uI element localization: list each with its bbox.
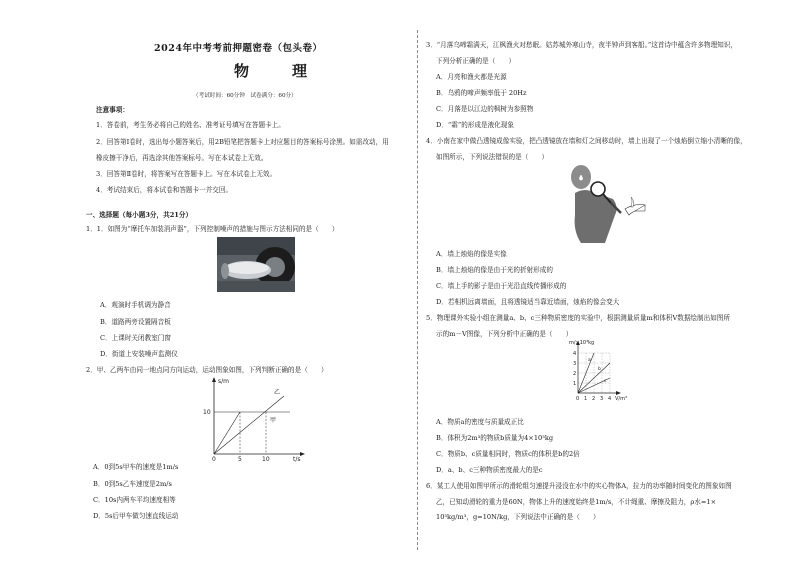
q3-option-b: B．乌鸦的啼声频率低于 20Hz xyxy=(436,89,527,97)
q5-xtick-4: 4 xyxy=(608,396,612,402)
q5-option-c: C．物质b、c质量相同时，物质c的体积是b的2倍 xyxy=(436,450,580,458)
q4-stem: 4．小南在家中做凸透镜成像实验，把凸透镜放在墙和灯之间移动时，墙上出现了一个烛焰倒立缩小清晰的像， xyxy=(426,137,747,145)
q2-line-jia-rise xyxy=(214,412,240,454)
q2-option-a: A．0到5s甲车的速度是1m/s xyxy=(93,463,179,471)
q1-option-d: D．街道上安装噪声监测仪 xyxy=(100,350,178,358)
q2-stem: 2．甲、乙两车由同一地点同方向运动，运动图象如图，下列判断正确的是（ ） xyxy=(86,366,328,374)
q2-option-d: D．5s后甲车做匀速直线运动 xyxy=(93,512,179,520)
q5-xtick-2: 2 xyxy=(592,396,596,402)
q6-stem-line3: 10³kg/m³，g=10N/kg，下列说法中正确的是（ ） xyxy=(436,513,600,521)
q5-ytick-3: 3 xyxy=(573,361,577,367)
q5-xtick-1: 1 xyxy=(584,396,588,402)
q3-option-c: C．月落是以江边的枫树为参照物 xyxy=(436,105,534,113)
q5-option-d: D．a、b、c三种物质密度最大的是c xyxy=(436,466,543,474)
notes-heading: 注意事项： xyxy=(96,106,129,114)
q1-option-b: B．道路两旁设置隔音板 xyxy=(100,318,171,326)
q2-line-yi xyxy=(214,396,284,454)
q3-stem: 3．“月落乌啼霜满天，江枫渔火对愁眠。姑苏城外寒山寺，夜半钟声到客船。”这首诗中蕴含许多物理知识， xyxy=(426,41,737,49)
exam-info: （考试时间：60分钟 试卷满分：60分） xyxy=(193,93,297,99)
q5-ylabel: m/×10³kg xyxy=(569,340,595,346)
q4-option-c: C．墙上手的影子是由于光沿直线传播形成的 xyxy=(436,282,567,290)
q5-stem-cont: 示的m－V图像，下列分析中正确的是（ ） xyxy=(436,330,573,338)
q5-option-b: B．体积为2m³的物质b质量为4×10³kg xyxy=(436,434,554,442)
q3-option-a: A．月亮和渔火都是光源 xyxy=(436,73,507,81)
q2-xtick-5: 5 xyxy=(238,456,242,462)
note-item-1: 1．答卷前，考生务必将自己的姓名、准考证号填写在答题卡上。 xyxy=(96,121,285,129)
q5-ytick-4: 4 xyxy=(573,351,577,357)
q4-stem-cont: 如图所示，下列说法错误的是（ ） xyxy=(436,153,549,161)
column-divider xyxy=(417,30,418,550)
q5-grid xyxy=(578,353,610,393)
note-item-4: 4．考试结束后，将本试卷和答题卡一并交回。 xyxy=(96,186,233,194)
q5-x-arrow xyxy=(616,391,621,395)
q1-stem: 1．1．如图为“摩托车加装消声器”，下列控制噪声的措施与图示方法相同的是（ ） xyxy=(86,225,339,233)
motorcycle-muffler-photo xyxy=(217,237,295,292)
q2-xlabel: t/s xyxy=(293,456,301,462)
q4-option-d: D．若相机远离墙面，且将透镜适当靠近墙面，烛焰的像会变大 xyxy=(436,298,620,306)
q4-option-b: B．墙上烛焰的像是由于光的折射形成的 xyxy=(436,266,553,274)
q5-stem: 5．物理课外实验小组在测量a、b、c三种物质密度的实验中，根据测量质量m和体积V数据绘制出如图所 xyxy=(426,314,730,322)
q5-xtick-0: 0 xyxy=(576,396,580,402)
q2-s-t-graph xyxy=(198,374,308,462)
q2-ylabel: s/m xyxy=(218,378,229,385)
q4-lens-hand-figure xyxy=(565,163,665,245)
q2-y-arrow xyxy=(212,377,216,382)
q5-m-v-graph xyxy=(554,337,644,417)
q5-label-c: c xyxy=(604,379,607,384)
q4-option-a: A．墙上烛焰的像是实像 xyxy=(436,250,507,258)
exam-title: 2024年中考考前押题密卷（包头卷） xyxy=(154,43,323,54)
q5-label-b: b xyxy=(598,367,601,372)
q2-x-arrow xyxy=(300,452,305,456)
q1-option-a: A．观演时手机调为静音 xyxy=(100,301,171,309)
q2-xtick-10: 10 xyxy=(262,456,270,462)
q5-label-a: a xyxy=(588,358,591,363)
q5-option-a: A．物质a的密度与质量成正比 xyxy=(436,418,524,426)
q3-stem-cont: 下列分析正确的是（ ） xyxy=(436,57,516,65)
q5-xtick-3: 3 xyxy=(600,396,604,402)
note-item-2-cont: 橡皮擦干净后，再选涂其他答案标号。写在本试卷上无效。 xyxy=(96,154,268,162)
subject-title: 物 理 xyxy=(234,62,322,80)
q2-ytick-10: 10 xyxy=(203,409,211,416)
section-heading: 一、选择题（每小题3分，共21分） xyxy=(86,211,193,219)
q6-stem-line1: 6．某工人使用如图甲所示的滑轮组匀速提升浸没在水中的实心物体A，拉力的功率随时间变化的图象如图 xyxy=(426,482,732,490)
note-item-3: 3．回答第Ⅱ卷时，将答案写在答题卡上。写在本试卷上无效。 xyxy=(96,170,277,178)
q2-label-yi: 乙 xyxy=(274,389,281,396)
q5-xlabel: V/m³ xyxy=(615,396,627,402)
q6-stem-line2: 乙，已知动滑轮的重力是60N，物体上升的速度始终是1m/s，不计绳重、摩擦及阻力，ρ水=1× xyxy=(436,498,717,506)
note-item-2: 2．回答第Ⅰ卷时，选出每小题答案后，用2B铅笔把答题卡上对应题目的答案标号涂黑。如需改动，用 xyxy=(96,138,389,146)
q2-option-c: C．10s内两车平均速度相等 xyxy=(93,496,176,504)
q5-ytick-1: 1 xyxy=(573,381,577,387)
q3-option-d: D．“霜”的形成是液化现象 xyxy=(436,121,514,129)
q2-xtick-0: 0 xyxy=(212,456,216,462)
q2-label-jia: 甲 xyxy=(270,417,277,424)
q5-ytick-2: 2 xyxy=(573,371,577,377)
q1-option-c: C．上课时关闭教室门窗 xyxy=(100,334,171,342)
q2-option-b: B．0到5s乙车速度是2m/s xyxy=(93,480,172,488)
